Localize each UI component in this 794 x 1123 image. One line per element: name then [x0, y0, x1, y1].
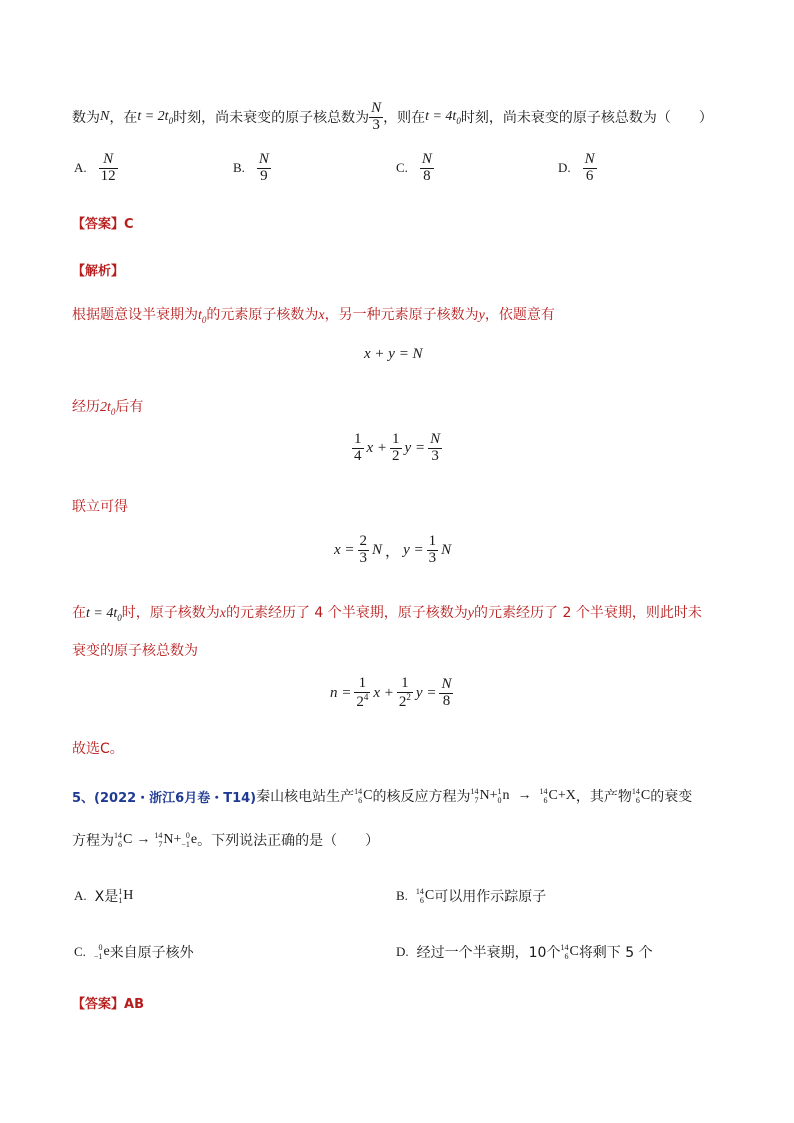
- reaction-arrow: →: [136, 832, 151, 847]
- option-a[interactable]: [74, 152, 118, 185]
- option-fraction: $\frac{N}{6}$: [584, 151, 595, 184]
- stem-var-n: N: [100, 109, 110, 124]
- solution-line-4: 在$t = 4t_0$时，原子核数为x的元素经历了 4 个半衰期，原子核数为y的元素经历了 2 个半衰期，则此时未: [72, 605, 702, 623]
- nuclide-c14: 14 6 C: [560, 943, 579, 961]
- eq-fraction: $\frac{1}{4}$: [354, 431, 362, 464]
- answer-label: 【答案】: [72, 217, 125, 232]
- equation-1: x + y = N: [364, 346, 423, 362]
- eq-fraction: $\frac{N}{8}$: [441, 676, 452, 709]
- nuclide-c14: 14 6 C: [539, 787, 558, 805]
- answer-value: C: [124, 217, 134, 232]
- solution-line-2: 经历$2t_0$后有: [72, 399, 144, 417]
- nuclide-c14: 14 6 C: [631, 787, 651, 805]
- q5-option-c[interactable]: C. 0 −1 e 来自原子核外: [74, 943, 194, 961]
- nuclide-c14: 14 6 C: [114, 831, 133, 849]
- nuclide-c14: 14 6 C: [415, 887, 435, 905]
- equation-4: n = $\frac{1}{2^4}$ x + $\frac{1}{2^2}$ y = $\frac{N}{8}$: [330, 675, 452, 710]
- q5-option-a[interactable]: A. X是 1 1 H: [74, 887, 134, 905]
- var-y: y: [478, 308, 485, 323]
- question-source: (2022・浙江6月卷・T14): [94, 790, 257, 806]
- answer-label: 【答案】: [72, 997, 125, 1012]
- q5-stem-line-2: 方程为 14 6 C → 14 7 N + 0 −1 e 。下列说法正确的是（ ）: [72, 831, 380, 849]
- nuclide-c14: 14 6 C: [354, 787, 373, 805]
- stem-text: 时刻，尚未衰变的原子核总数为: [173, 110, 370, 126]
- q4-stem-line: [72, 96, 713, 138]
- solution-line-1: 根据题意设半衰期为$t_0$的元素原子核数为x，另一种元素原子核数为y，依题意有: [72, 307, 555, 325]
- solution-line-3: 联立可得: [72, 499, 128, 515]
- option-fraction: $\frac{N}{8}$: [421, 151, 432, 184]
- nuclide-n14: 14 7 N: [154, 831, 174, 849]
- option-label: B.: [233, 160, 245, 176]
- stem-fraction: $\frac{N}{3}$: [371, 99, 382, 133]
- option-b[interactable]: [233, 152, 271, 185]
- eq-fraction: $\frac{2}{3}$: [359, 533, 368, 566]
- eq-fraction: $\frac{1}{2^2}$: [398, 675, 411, 710]
- option-fraction: $\frac{N}{12}$: [100, 151, 116, 184]
- eq-fraction: $\frac{1}{2}$: [392, 431, 400, 464]
- q5-answer: [72, 993, 144, 1012]
- nuclide-n14: 14 7 N: [470, 787, 490, 805]
- var-4t0: $t = 4t_0$: [86, 606, 122, 623]
- stem-time-1: $t = 2t_0$: [137, 108, 174, 126]
- stem-text: 数为: [72, 110, 100, 126]
- equation-2: $\frac{1}{4}$ x + $\frac{1}{2}$ y = $\frac{N}{3}$: [354, 431, 441, 464]
- nuclide-electron: 0 −1 e: [181, 831, 198, 849]
- eq-fraction: $\frac{1}{2^4}$: [356, 675, 369, 710]
- question-number: 5、: [72, 790, 95, 806]
- stem-text: 时刻，尚未衰变的原子核总数为（ ）: [460, 110, 713, 126]
- answer-value: AB: [124, 997, 144, 1012]
- q5-stem-line-1: 5、 (2022・浙江6月卷・T14) 秦山核电站生产 14 6 C 的核反应方程为 14 7 N + 1 0 n → 14 6 C + X ，其产物 14 6 C 的衰变: [72, 787, 693, 806]
- stem-text: ，则在: [383, 110, 426, 126]
- eq-fraction: $\frac{N}{3}$: [430, 431, 441, 464]
- option-label: D.: [558, 160, 571, 176]
- reaction-arrow: →: [517, 788, 532, 803]
- equation-3: x = $\frac{2}{3}$ N ， y = $\frac{1}{3}$ N: [334, 533, 452, 566]
- option-c[interactable]: [396, 152, 434, 185]
- var-t0: $t_0$: [198, 308, 207, 325]
- stem-text: ，在: [109, 110, 138, 126]
- nuclide-hydrogen: 1 1 H: [118, 887, 134, 905]
- var-2t0: $2t_0$: [100, 400, 116, 417]
- solution-line-5: 衰变的原子核总数为: [72, 643, 198, 659]
- q5-option-b[interactable]: B. 14 6 C 可以用作示踪原子: [396, 887, 547, 905]
- stem-time-2: $t = 4t_0$: [425, 108, 461, 126]
- q4-answer: [72, 213, 134, 232]
- nuclide-neutron: 1 0 n: [497, 787, 510, 805]
- option-label: A.: [74, 160, 87, 176]
- conclusion: 故选C。: [72, 741, 124, 757]
- option-fraction: $\frac{N}{9}$: [258, 151, 269, 184]
- var-x: x: [318, 308, 325, 323]
- option-d[interactable]: [558, 152, 597, 185]
- option-label: C.: [396, 160, 408, 176]
- nuclide-electron: 0 −1 e: [93, 943, 110, 961]
- q4-analysis-label: 【解析】: [72, 264, 125, 279]
- eq-fraction: $\frac{1}{3}$: [428, 533, 437, 566]
- particle-x: X: [565, 788, 576, 803]
- q5-option-d[interactable]: D. 经过一个半衰期，10个 14 6 C 将剩下 5 个: [396, 943, 653, 961]
